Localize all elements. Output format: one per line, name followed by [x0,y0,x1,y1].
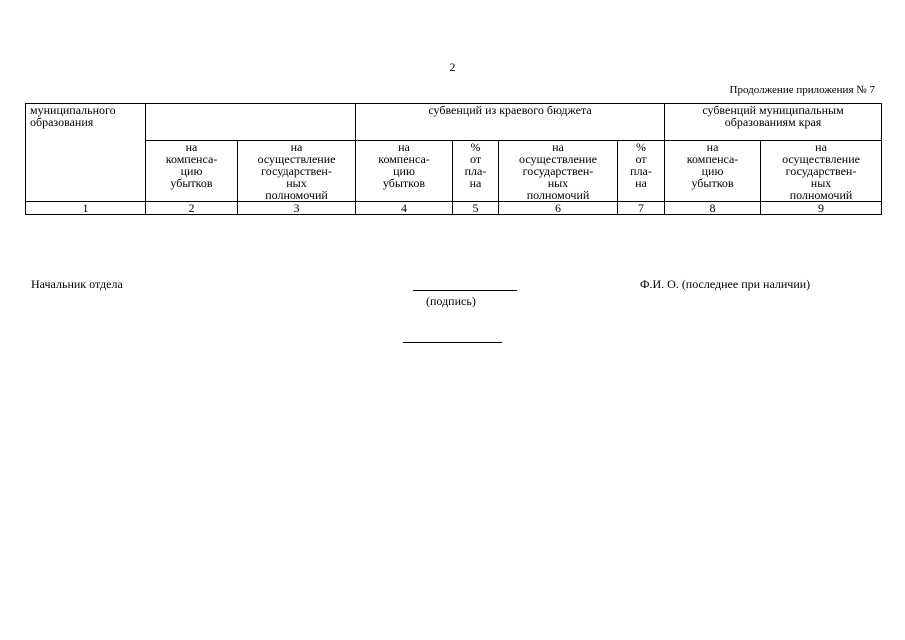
header-text-line: государствен- [522,164,594,178]
signature-line [413,276,517,291]
header-text-line: осуществление [257,152,336,166]
header-text-line: убытков [170,176,213,190]
header-text-line: от [469,152,482,166]
header-municipal-cell [26,104,146,202]
header-row-columns [26,141,882,202]
page-number: 2 [449,60,456,74]
header-text-line: компенса- [686,152,739,166]
header-text-line: полномочий [789,188,853,202]
header-text-line: компенса- [378,152,430,166]
report-table [25,103,882,215]
header-text-line: ных [547,176,569,190]
signatory-role: Начальник отдела [31,277,123,291]
header-text-line: на [290,140,303,154]
header-text-line: на [398,140,410,154]
column-number-cell: 2 [146,202,238,215]
header-col-4 [356,141,453,202]
header-text-line: компенса- [165,152,218,166]
column-number-cell: 3 [238,202,356,215]
header-text-line: ных [810,176,832,190]
header-col-9 [761,141,882,202]
header-text-line: пла- [464,164,487,178]
column-number-cell: 7 [618,202,665,215]
header-empty-group-cell [146,104,356,141]
header-municipal-line: образования [30,115,94,129]
column-number-cell: 6 [499,202,618,215]
column-number-cell: 4 [356,202,453,215]
header-text-line: на [469,176,482,190]
header-text-line: государствен- [261,164,332,178]
header-text-line: % [470,140,481,154]
column-number-cell: 9 [761,202,882,215]
header-text-line: убытков [691,176,734,190]
column-number-cell: 8 [665,202,761,215]
column-number-cell: 5 [453,202,499,215]
header-municipal-subventions-line: субвенций муниципальным [702,103,844,117]
header-regional-budget-line: субвенций из краевого бюджета [428,103,592,117]
header-text-line: ных [286,176,307,190]
signature-caption: (подпись) [426,294,476,308]
header-text-line: на [635,176,647,190]
header-text-line: цию [701,164,724,178]
header-col-6 [499,141,618,202]
header-municipal-subventions-cell [665,104,882,141]
header-col-5 [453,141,499,202]
header-text-line: цию [180,164,203,178]
header-text-line: цию [393,164,415,178]
header-text-line: государствен- [785,164,857,178]
header-text-line: осуществление [519,152,597,166]
column-numbers-row [26,202,882,215]
header-text-line: от [635,152,647,166]
header-text-line: на [706,140,719,154]
header-row-groups [26,104,882,141]
header-col-3 [238,141,356,202]
header-col-2 [146,141,238,202]
header-text-line: полномочий [526,188,590,202]
header-text-line: убытков [382,176,426,190]
header-text-line: % [636,140,646,154]
header-municipal-line: муниципального [30,103,116,117]
header-text-line: на [185,140,198,154]
header-col-7 [618,141,665,202]
header-regional-budget-cell [356,104,665,141]
column-number-cell: 1 [26,202,146,215]
closing-line [403,330,502,343]
header-municipal-subventions-line: образованиям края [724,115,822,129]
header-text-line: полномочий [265,188,328,202]
header-text-line: на [815,140,827,154]
header-text-line: на [552,140,564,154]
header-text-line: пла- [630,164,652,178]
header-text-line: осуществление [782,152,860,166]
appendix-note: Продолжение приложения № 7 [729,84,875,96]
signatory-name: Ф.И. О. (последнее при наличии) [640,277,811,291]
header-col-8 [665,141,761,202]
